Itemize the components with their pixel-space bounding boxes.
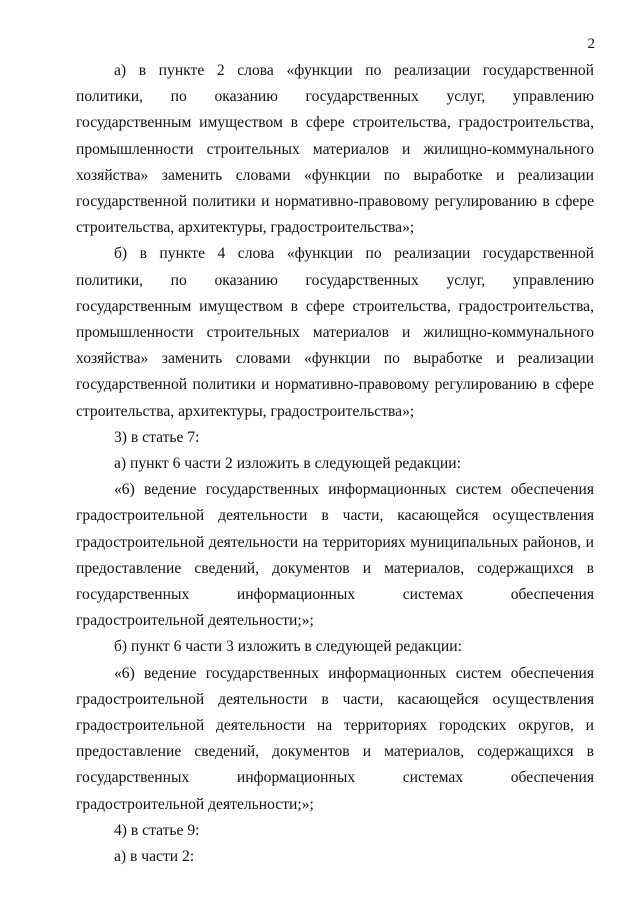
paragraph-article-7-b: б) пункт 6 части 3 изложить в следующей редакции: xyxy=(114,638,462,656)
paragraph-article-7-a-text: «6) ведение государственных информационных систем обеспечения градостроительной деятельности в части, касающейся осуществления градостроительной деятельности на территориях муниципальных районов, и предоставление сведений, документов и материалов, содержащихся в государственных информационных системах обеспечения градостроительной деятельности;»; xyxy=(76,481,594,630)
paragraph-article-7: 3) в статье 7: xyxy=(114,428,200,446)
paragraph-article-9-a: а) в части 2: xyxy=(114,848,195,866)
paragraph-article-7-b-text: «6) ведение государственных информационных систем обеспечения градостроительной деятельности в части, касающейся осуществления градостроительной деятельности на территориях городских округов, и предоставление сведений, документов и материалов, содержащихся в государственных информационных системах обеспечения градостроительной деятельности;»; xyxy=(76,664,594,813)
document-body xyxy=(76,58,594,870)
paragraph-article-9: 4) в статье 9: xyxy=(114,821,200,839)
paragraph-amendment-b-point-4: б) в пункте 4 слова «функции по реализации государственной политики, по оказанию государственных услуг, управлению государственным имуществом в сфере строительства, градостроительства, промышленности строительных материалов и жилищно-коммунального хозяйства» заменить словами «функции по выработке и реализации государственной политики и нормативно-правовому регулированию в сфере строительства, архитектуры, градостроительства»; xyxy=(76,245,594,420)
paragraph-amendment-a-point-2: а) в пункте 2 слова «функции по реализации государственной политики, по оказанию государственных услуг, управлению государственным имуществом в сфере строительства, градостроительства, промышленности строительных материалов и жилищно-коммунального хозяйства» заменить словами «функции по выработке и реализации государственной политики и нормативно-правовому регулированию в сфере строительства, архитектуры, градостроительства»; xyxy=(76,62,594,237)
paragraph-article-7-a: а) пункт 6 части 2 изложить в следующей редакции: xyxy=(114,455,461,473)
page-number: 2 xyxy=(587,36,595,52)
